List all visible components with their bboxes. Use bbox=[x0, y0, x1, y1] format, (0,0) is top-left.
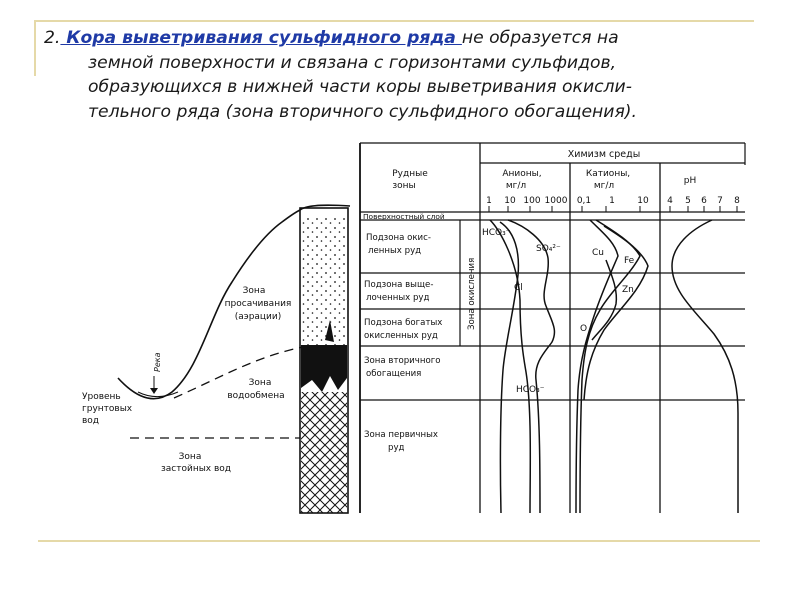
zone-rich-2: окисленных руд bbox=[364, 331, 438, 341]
anion-tick-1000: 1000 bbox=[544, 196, 568, 206]
groundwater-label-2: грунтовых bbox=[82, 404, 133, 414]
cation-tick-0-1: 0,1 bbox=[576, 196, 592, 206]
header-anions-2: мг/л bbox=[505, 181, 527, 191]
header-ore-zones-2: зоны bbox=[392, 181, 416, 191]
zone-oxidized-1: Подзона окис- bbox=[366, 233, 431, 243]
header-anions-1: Анионы, bbox=[502, 169, 542, 179]
cation-tick-1: 1 bbox=[609, 196, 615, 206]
zone-rich-1: Подзона богатых bbox=[364, 318, 443, 328]
ph-curve bbox=[672, 220, 738, 513]
cation-curves bbox=[576, 220, 648, 513]
ph-tick-8: 8 bbox=[734, 196, 740, 206]
ph-tick-5: 5 bbox=[685, 196, 691, 206]
anion-tick-1: 1 bbox=[486, 196, 492, 206]
ph-tick-6: 6 bbox=[701, 196, 707, 206]
exchange-label-2: водообмена bbox=[227, 391, 285, 401]
river-label: Река bbox=[153, 352, 162, 372]
zone-secondary-1: Зона вторичного bbox=[364, 356, 441, 366]
aeration-label-1: Зона bbox=[242, 286, 266, 296]
ph-tick-7: 7 bbox=[717, 196, 723, 206]
zone-leached-2: лоченных руд bbox=[366, 293, 430, 303]
ph-tick-4: 4 bbox=[667, 196, 673, 206]
label-hco3-top: HCO₃⁻ bbox=[482, 228, 511, 238]
label-cu: Cu bbox=[592, 248, 604, 258]
exchange-label-1: Зона bbox=[248, 378, 272, 388]
header-ore-zones-1: Рудные bbox=[392, 169, 428, 179]
header-ph: pH bbox=[683, 176, 697, 186]
label-fe: Fe bbox=[624, 256, 635, 266]
zone-oxidized-2: ленных руд bbox=[368, 246, 422, 256]
zone-primary-2: руд bbox=[388, 443, 405, 453]
zone-surface: Поверхностный слой bbox=[363, 212, 445, 221]
cation-tick-10: 10 bbox=[637, 196, 649, 206]
heading-line4: тельного ряда (зона вторичного сульфидного обогащения). bbox=[88, 101, 637, 122]
curve-labels bbox=[482, 228, 635, 395]
heading-line2: земной поверхности и связана с горизонтами сульфидов, bbox=[88, 52, 617, 73]
item-number: 2. bbox=[44, 28, 61, 48]
label-hco3-bottom: HCO₃⁻ bbox=[516, 385, 545, 395]
label-cl: Cl bbox=[514, 283, 523, 293]
header-cations-1: Катионы, bbox=[585, 169, 631, 179]
heading-line1-rest: не образуется на bbox=[461, 28, 619, 48]
title-link[interactable]: Кора выветривания сульфидного ряда bbox=[60, 28, 462, 48]
header-cations-2: мг/л bbox=[593, 181, 615, 191]
aeration-label-3: (аэрации) bbox=[234, 312, 282, 322]
label-o: O bbox=[580, 324, 588, 334]
oxidation-zone-label: Зона окисления bbox=[467, 257, 477, 330]
header-chemistry: Химизм среды bbox=[567, 149, 641, 160]
zone-primary-1: Зона первичных bbox=[364, 430, 438, 440]
zone-secondary-2: обогащения bbox=[366, 369, 422, 379]
left-labels bbox=[82, 286, 291, 474]
stagnant-label-1: Зона bbox=[178, 452, 202, 462]
aeration-label-2: просачивания bbox=[224, 299, 292, 309]
table-headers bbox=[392, 149, 740, 206]
weathering-column bbox=[300, 208, 348, 513]
groundwater-label-3: вод bbox=[82, 416, 100, 426]
zone-leached-1: Подзона выще- bbox=[364, 280, 434, 290]
groundwater-label-1: Уровень bbox=[82, 392, 121, 402]
anion-curves bbox=[490, 220, 554, 513]
stagnant-label-2: застойных вод bbox=[160, 464, 232, 474]
anion-tick-100: 100 bbox=[523, 196, 541, 206]
label-so4: SO₄²⁻ bbox=[536, 244, 561, 254]
label-zn: Zn bbox=[622, 285, 634, 295]
anion-tick-10: 10 bbox=[504, 196, 516, 206]
heading-line3: образующихся в нижней части коры выветривания окисли- bbox=[88, 77, 632, 98]
